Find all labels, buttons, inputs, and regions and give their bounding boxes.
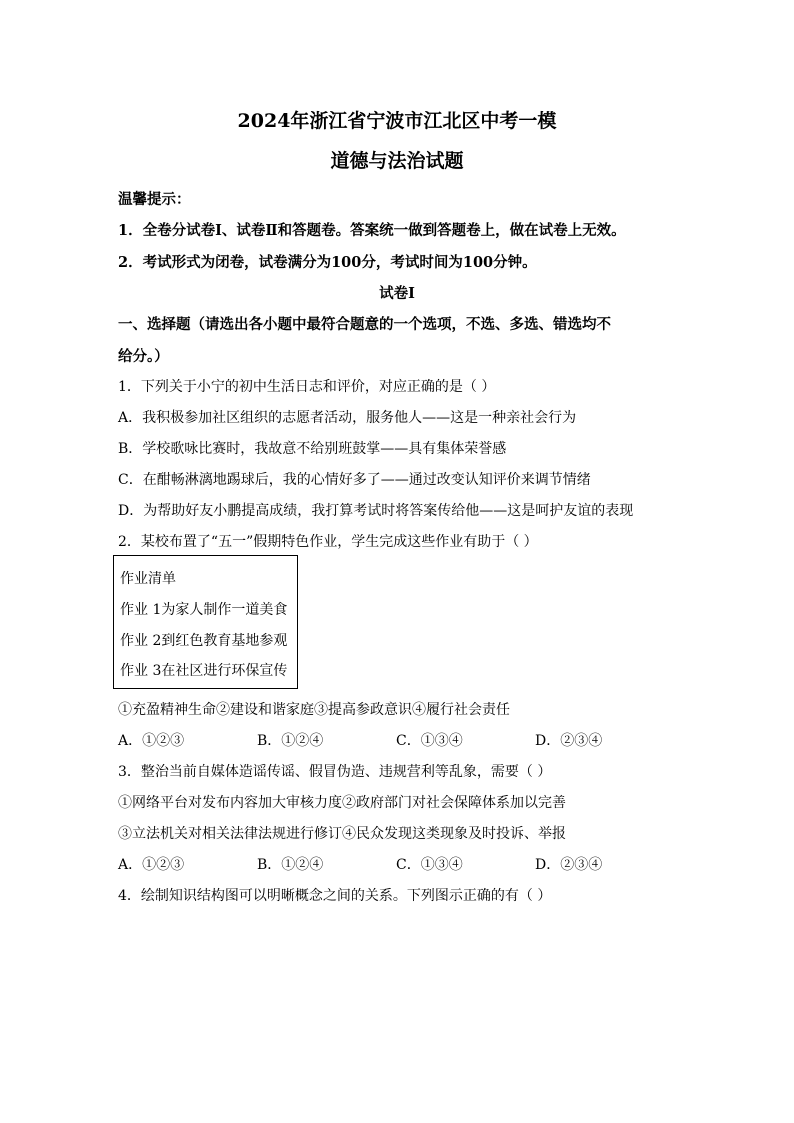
exam-subtitle: 道德与法治试题 bbox=[330, 150, 464, 172]
exam-title: 2024年浙江省宁波市江北区中考一模 bbox=[237, 110, 557, 132]
q3-statements-1: ①网络平台对发布内容加大审核力度②政府部门对社会保障体系加以完善 bbox=[118, 795, 566, 811]
q1-stem: 1．下列关于小宁的初中生活日志和评价，对应正确的是（ ） bbox=[118, 379, 496, 395]
part1-heading: 一、选择题（请选出各小题中最符合题意的一个选项，不选、多选、错选均不 bbox=[118, 316, 611, 333]
q1-option-a: A．我积极参加社区组织的志愿者活动，服务他人——这是一种亲社会行为 bbox=[118, 410, 577, 426]
q1-option-b: B．学校歌咏比赛时，我故意不给别班鼓掌——具有集体荣誉感 bbox=[118, 441, 507, 457]
q3-option-b: B．①②④ bbox=[257, 857, 324, 873]
q3-statements-2: ③立法机关对相关法律法规进行修订④民众发现这类现象及时投诉、举报 bbox=[118, 826, 566, 842]
section-title: 试卷Ⅰ bbox=[379, 285, 415, 302]
notice-item-1: 1．全卷分试卷Ⅰ、试卷Ⅱ和答题卷。答案统一做到答题卷上，做在试卷上无效。 bbox=[118, 222, 626, 239]
homework-item-1: 作业 1为家人制作一道美食 bbox=[120, 602, 288, 618]
q3-option-a: A．①②③ bbox=[118, 857, 185, 873]
part1-heading-cont: 给分。） bbox=[118, 348, 169, 365]
notice-heading: 温馨提示： bbox=[118, 191, 191, 208]
q2-option-c: C．①③④ bbox=[396, 733, 463, 749]
homework-list-box bbox=[113, 555, 298, 689]
q4-stem: 4．绘制知识结构图可以明晰概念之间的关系。下列图示正确的有（ ） bbox=[118, 888, 552, 904]
q3-option-c: C．①③④ bbox=[396, 857, 463, 873]
homework-item-3: 作业 3在社区进行环保宣传 bbox=[120, 663, 288, 679]
q2-option-b: B．①②④ bbox=[257, 733, 324, 749]
q3-stem: 3．整治当前自媒体造谣传谣、假冒伪造、违规营利等乱象，需要（ ） bbox=[118, 764, 552, 780]
q2-statements: ①充盈精神生命②建设和谐家庭③提高参政意识④履行社会责任 bbox=[118, 702, 510, 718]
q1-option-d: D．为帮助好友小鹏提高成绩，我打算考试时将答案传给他——这是呵护友谊的表现 bbox=[118, 503, 634, 519]
q1-option-c: C．在酣畅淋漓地踢球后，我的心情好多了——通过改变认知评价来调节情绪 bbox=[118, 472, 591, 488]
homework-item-2: 作业 2到红色教育基地参观 bbox=[120, 633, 288, 649]
q3-option-d: D．②③④ bbox=[535, 857, 603, 873]
q2-option-d: D．②③④ bbox=[535, 733, 603, 749]
q2-stem: 2．某校布置了“五一”假期特色作业，学生完成这些作业有助于（ ） bbox=[118, 534, 538, 550]
q2-option-a: A．①②③ bbox=[118, 733, 185, 749]
homework-list-title: 作业清单 bbox=[120, 571, 176, 587]
notice-item-2: 2．考试形式为闭卷，试卷满分为100分，考试时间为100分钟。 bbox=[118, 254, 537, 271]
